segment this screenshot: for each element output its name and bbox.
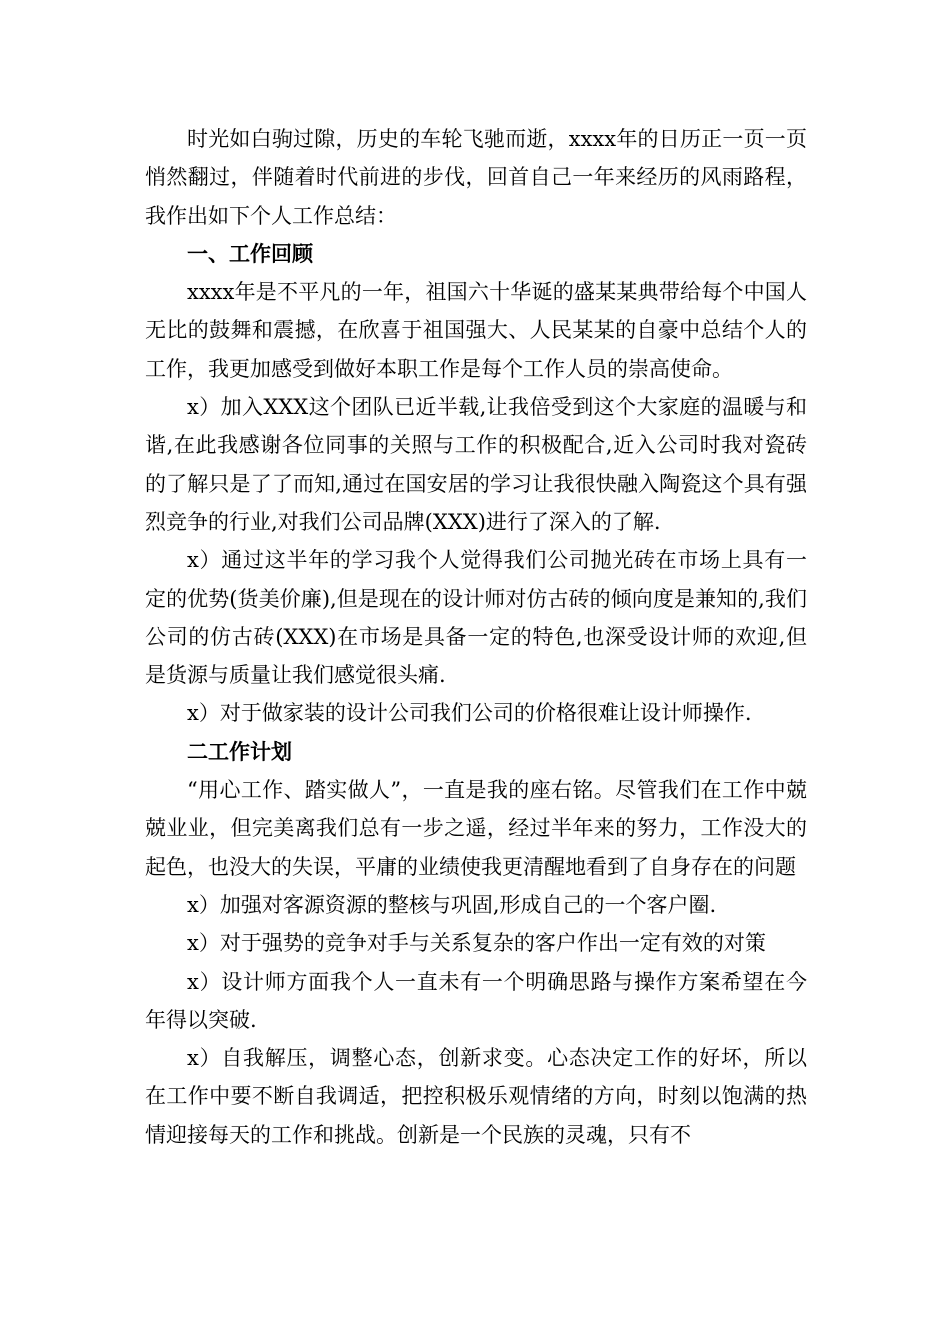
list-item: x）设计师方面我个人一直未有一个明确思路与操作方案希望在今年得以突破. — [145, 969, 807, 1032]
paragraph: “用心工作、踏实做人”，一直是我的座右铭。尽管我们在工作中兢兢业业，但完美离我们总有一步之遥，经过半年来的努力，工作没大的起色，也没大的失误，平庸的业绩使我更清醒地看到了自身存在的问题 — [145, 778, 807, 879]
section-heading-work-plan: 二工作计划 — [187, 739, 292, 764]
list-item: x）对于做家装的设计公司我们公司的价格很难让设计师操作. — [187, 701, 752, 726]
intro-paragraph: 时光如白驹过隙，历史的车轮飞驰而逝，xxxx年的日历正一页一页悄然翻过，伴随着时代前进的步伐，回首自己一年来经历的风雨路程，我作出如下个人工作总结： — [145, 127, 807, 228]
list-item: x）加入XXX这个团队已近半载,让我倍受到这个大家庭的温暖与和谐,在此我感谢各位同事的关照与工作的积极配合,近入公司时我对瓷砖的了解只是了了而知,通过在国安居的学习让我很快融入陶瓷这个具有强烈竞争的行业,对我们公司品牌(XXX)进行了深入的了解. — [145, 395, 807, 534]
list-item: x）对于强势的竞争对手与关系复杂的客户作出一定有效的对策 — [187, 931, 766, 956]
paragraph: xxxx年是不平凡的一年，祖国六十华诞的盛某某典带给每个中国人无比的鼓舞和震撼，在欣喜于祖国强大、人民某某的自豪中总结个人的工作，我更加感受到做好本职工作是每个工作人员的崇高使命。 — [145, 280, 807, 381]
document-page — [145, 120, 807, 1154]
list-item: x）加强对客源资源的整核与巩固,形成自己的一个客户圈. — [187, 892, 717, 917]
list-item: x）通过这半年的学习我个人觉得我们公司抛光砖在市场上具有一定的优势(货美价廉),但是现在的设计师对仿古砖的倾向度是兼知的,我们公司的仿古砖(XXX)在市场是具备一定的特色,也深受设计师的欢迎,但是货源与质量让我们感觉很头痛. — [145, 548, 807, 688]
section-heading-work-review: 一、工作回顾 — [187, 241, 313, 266]
list-item: x）自我解压，调整心态，创新求变。心态决定工作的好坏，所以在工作中要不断自我调适，把控积极乐观情绪的方向，时刻以饱满的热情迎接每天的工作和挑战。创新是一个民族的灵魂，只有不 — [145, 1046, 807, 1147]
